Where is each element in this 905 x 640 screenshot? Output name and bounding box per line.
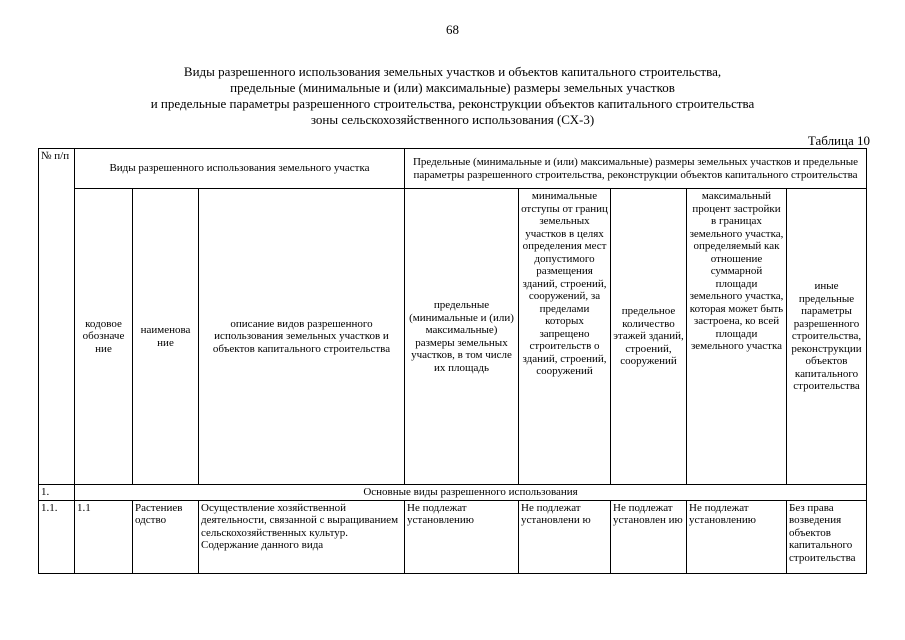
header-name: наименова ние [133,189,199,485]
header-types-group: Виды разрешенного использования земельного участка [75,149,405,189]
header-floors: предельное количество этажей зданий, строений, сооружений [611,189,687,485]
section-row [39,485,867,501]
header-other: иные предельные параметры разрешенного строительства, реконструкции объектов капитального строительства [787,189,867,485]
section-num: 1. [39,485,75,501]
header-coverage: максимальный процент застройки в границах земельного участка, определяемый как отношение суммарной площади земельного участка, которая может быть застроена, ко всей площади земельного участка [687,189,787,485]
page-number: 68 [446,22,459,37]
row-description: Осуществление хозяйственной деятельности, связанной с выращиванием сельскохозяйственных культур. Содержание данного вида [199,500,405,573]
row-floors: Не подлежат установлен ию [611,500,687,573]
row-num: 1.1. [39,500,75,573]
document-title [40,64,865,128]
table-row [39,500,867,573]
header-description: описание видов разрешенного использования земельных участков и объектов капитального строительства [199,189,405,485]
title-line: Виды разрешенного использования земельных участков и объектов капитального строительства, [183,64,722,79]
row-coverage: Не подлежат установлению [687,500,787,573]
header-row-sub [39,189,867,485]
row-name: Растениев одство [133,500,199,573]
section-title: Основные виды разрешенного использования [75,485,867,501]
header-limits-group: Предельные (минимальные и (или) максимальные) размеры земельных участков и предельные параметры разрешенного строительства, реконструкции объектов капитального строительства [405,149,867,189]
header-setbacks: минимальные отступы от границ земельных участков в целях определения мест допустимого размещения зданий, строений, сооружений, за пределами которых запрещено строительств о зданий, строений, сооружений [519,189,611,485]
title-line: предельные (минимальные и (или) максимальные) размеры земельных участков [230,80,675,95]
header-code: кодовое обозначе ние [75,189,133,485]
header-row-top [39,149,867,189]
header-num: № п/п [39,149,75,485]
title-line: и предельные параметры разрешенного строительства, реконструкции объектов капитального строительства [150,96,755,111]
row-code: 1.1 [75,500,133,573]
row-other: Без права возведения объектов капитального строительства [787,500,867,573]
row-plot-size: Не подлежат установлению [405,500,519,573]
table-caption: Таблица 10 [807,133,870,148]
header-plot-size: предельные (минимальные и (или) максимальные) размеры земельных участков, в том числе их площадь [405,189,519,485]
land-use-table [38,148,867,574]
title-line: зоны сельскохозяйственного использования (СХ-3) [310,112,595,127]
row-setbacks: Не подлежат установлени ю [519,500,611,573]
